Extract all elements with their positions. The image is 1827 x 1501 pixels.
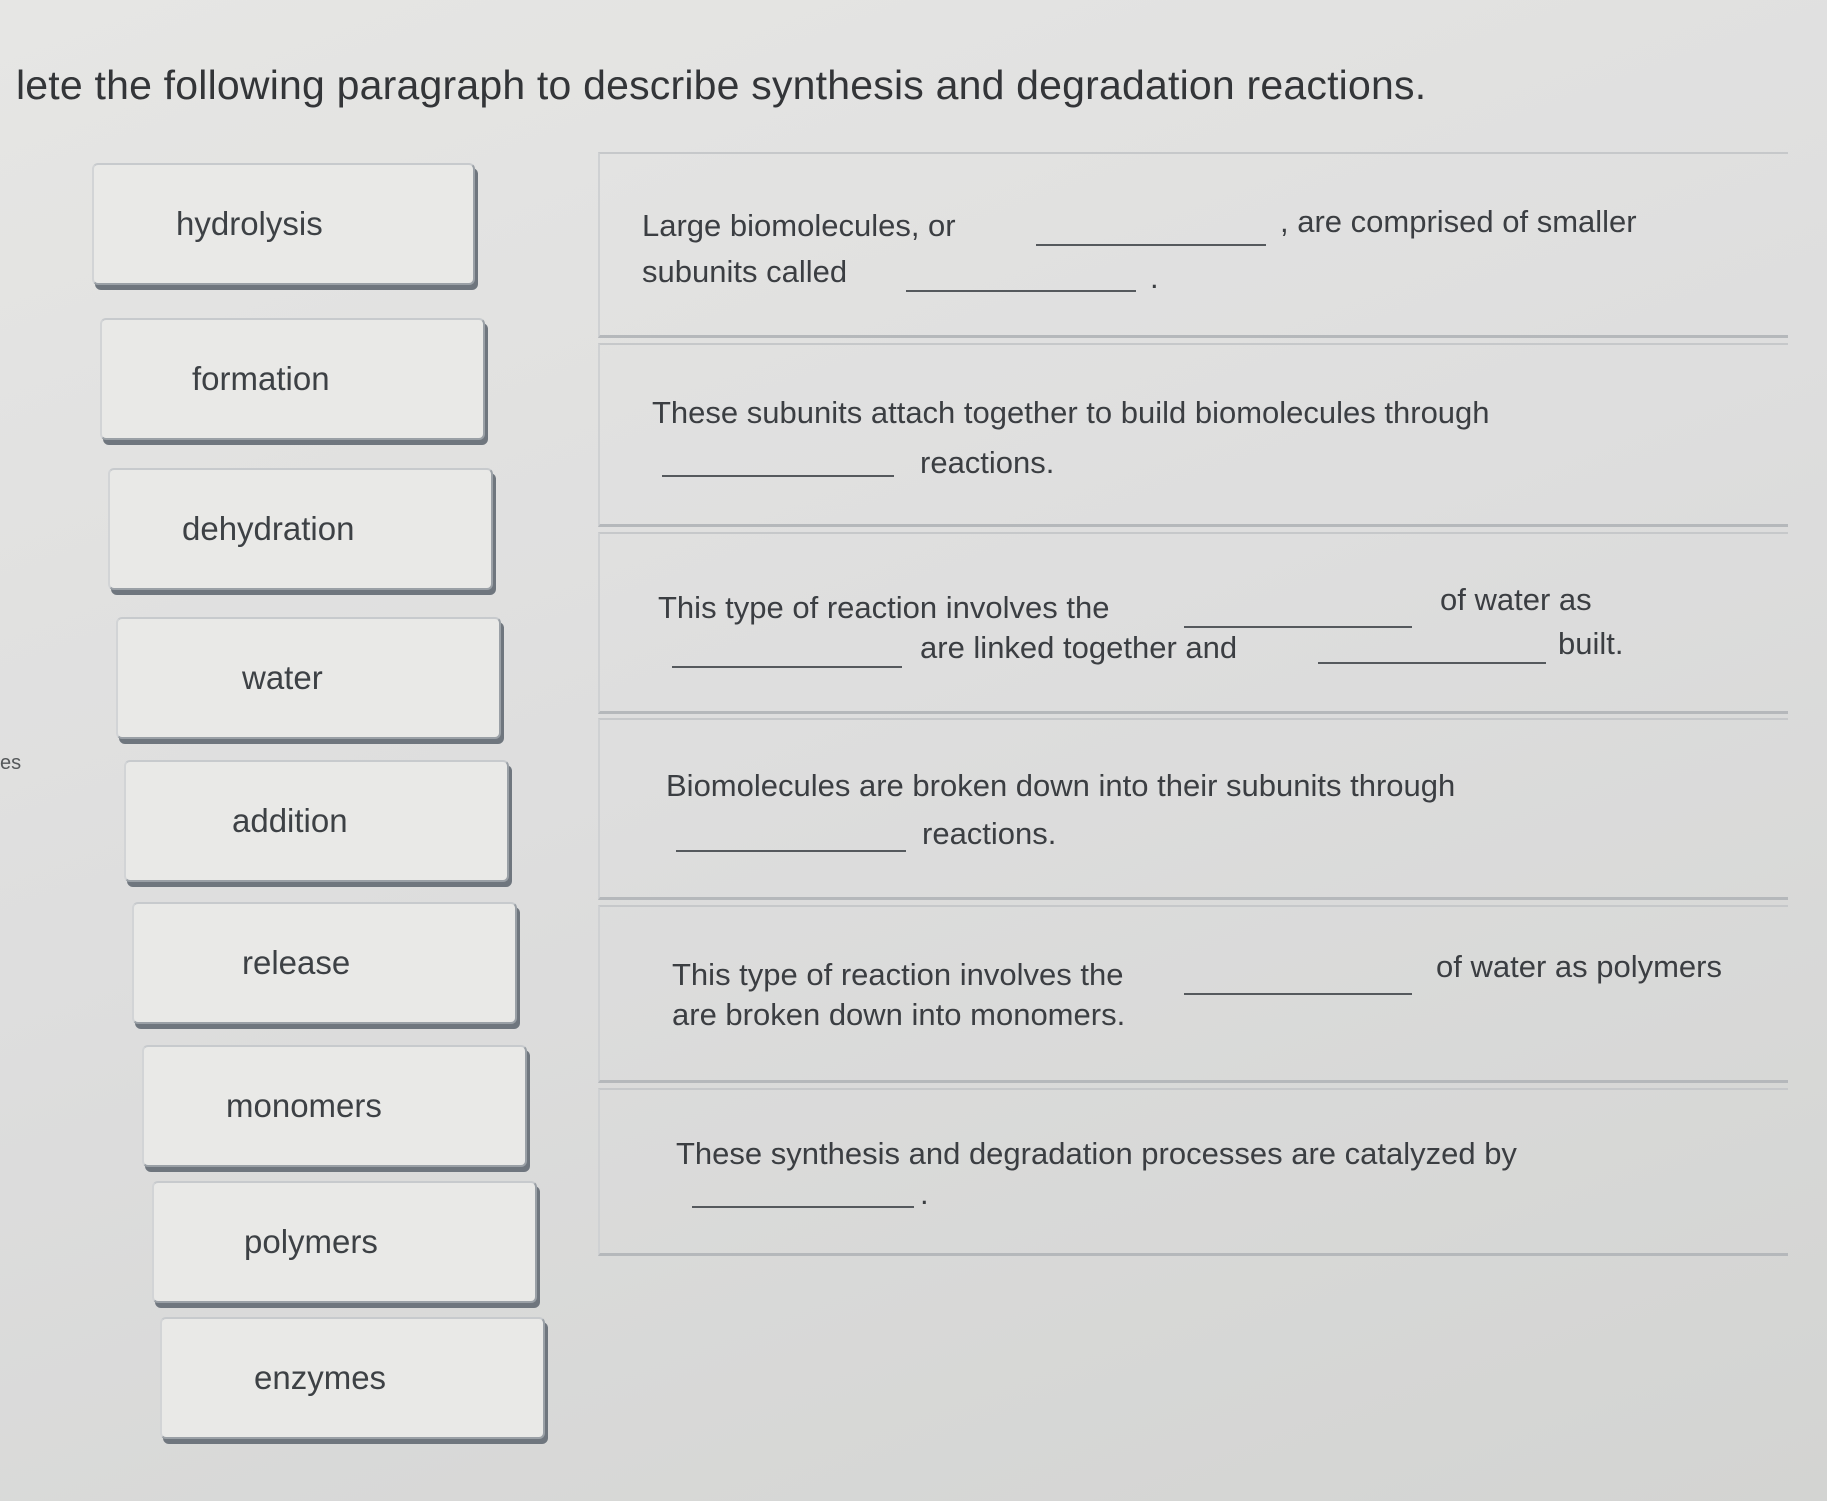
word-tile-polymers[interactable] xyxy=(152,1181,537,1303)
sentence-row-2 xyxy=(598,343,1788,527)
sentence-text: This type of reaction involves the xyxy=(658,590,1110,625)
answer-blank[interactable] xyxy=(1318,662,1546,664)
word-tile-label: addition xyxy=(232,802,348,839)
sentence-text: . xyxy=(1150,260,1159,295)
answer-blank[interactable] xyxy=(672,666,902,668)
word-tile-monomers[interactable] xyxy=(142,1045,527,1167)
sentence-text: reactions. xyxy=(922,816,1057,851)
answer-blank[interactable] xyxy=(692,1206,914,1208)
word-tile-water[interactable] xyxy=(116,617,501,739)
word-tile-label: dehydration xyxy=(182,510,355,547)
sentence-text: subunits called xyxy=(642,254,848,289)
answer-blank[interactable] xyxy=(1036,244,1266,246)
sentence-text: These synthesis and degradation processes are catalyzed by xyxy=(676,1136,1517,1171)
sentence-row-6 xyxy=(598,1088,1788,1256)
word-tile-label: polymers xyxy=(244,1223,378,1260)
sentence-text: reactions. xyxy=(920,445,1055,480)
word-tile-release[interactable] xyxy=(132,902,517,1024)
word-tile-label: monomers xyxy=(226,1087,382,1124)
instructions-text: lete the following paragraph to describe synthesis and degradation reactions. xyxy=(16,62,1427,108)
sentence-text: built. xyxy=(1558,626,1624,661)
word-tile-label: enzymes xyxy=(254,1359,387,1396)
answer-blank[interactable] xyxy=(1184,993,1412,995)
edge-text-fragment: es xyxy=(0,752,22,774)
answer-blank[interactable] xyxy=(1184,626,1412,628)
sentence-text: of water as polymers xyxy=(1436,949,1722,984)
sentence-row-3 xyxy=(598,532,1788,714)
sentence-text: These subunits attach together to build biomolecules through xyxy=(652,395,1490,430)
answer-blank[interactable] xyxy=(676,850,906,852)
sentence-text: , are comprised of smaller xyxy=(1280,204,1637,239)
sentence-text: are broken down into monomers. xyxy=(672,997,1126,1032)
word-tile-addition[interactable] xyxy=(124,760,509,882)
sentence-row-1 xyxy=(598,152,1788,338)
word-tile-hydrolysis[interactable] xyxy=(92,163,475,285)
sentence-text: . xyxy=(920,1176,929,1211)
word-tile-label: water xyxy=(242,659,323,696)
sentence-row-4 xyxy=(598,718,1788,900)
word-tile-enzymes[interactable] xyxy=(160,1317,545,1439)
word-tile-formation[interactable] xyxy=(100,318,485,440)
sentence-text: are linked together and xyxy=(920,630,1238,665)
answer-blank[interactable] xyxy=(662,475,894,477)
word-tile-label: hydrolysis xyxy=(176,205,323,242)
sentence-text: of water as xyxy=(1440,582,1592,617)
word-tile-label: formation xyxy=(192,360,330,397)
sentence-text: Biomolecules are broken down into their subunits through xyxy=(666,768,1456,803)
sentence-row-5 xyxy=(598,905,1788,1083)
word-tile-dehydration[interactable] xyxy=(108,468,493,590)
sentence-text: This type of reaction involves the xyxy=(672,957,1124,992)
word-tile-label: release xyxy=(242,944,351,981)
answer-blank[interactable] xyxy=(906,290,1136,292)
sentence-text: Large biomolecules, or xyxy=(642,208,956,243)
word-bank xyxy=(0,0,540,1501)
